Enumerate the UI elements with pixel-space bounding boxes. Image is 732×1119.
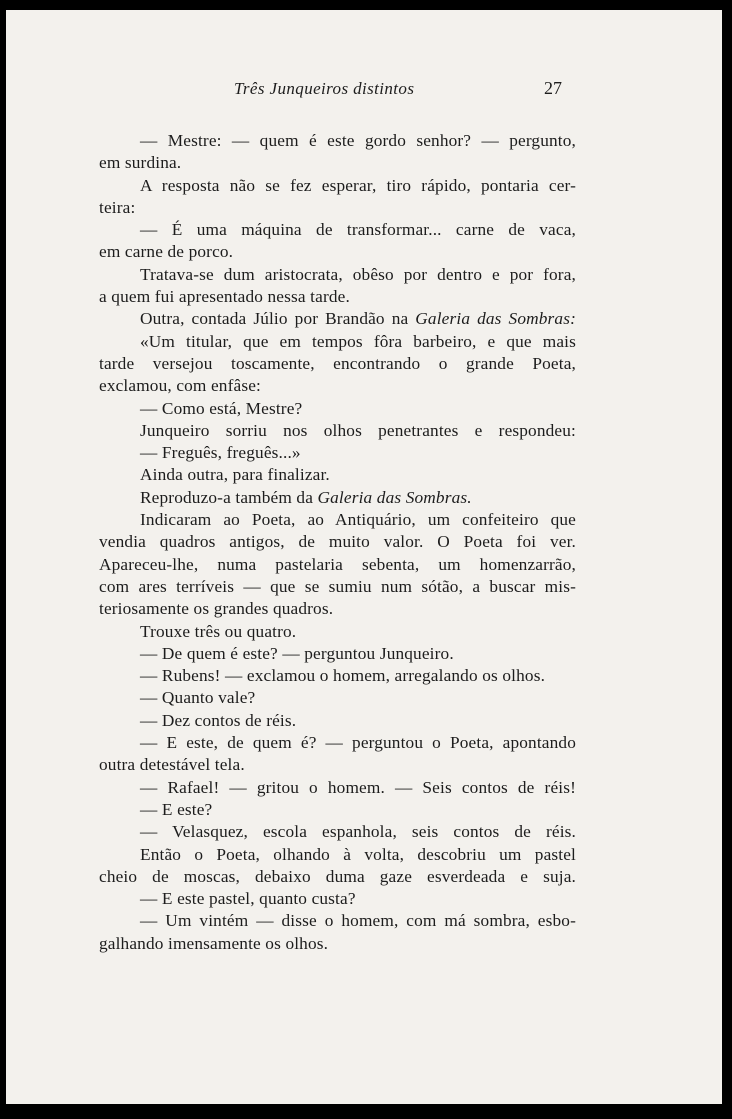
text-line: a quem fui apresentado nessa tarde. xyxy=(99,287,350,307)
text-line: outra detestável tela. xyxy=(99,755,245,775)
text-line: — Velasquez, escola espanhola, seis contos de réis. xyxy=(140,822,576,842)
text-line: com ares terríveis — que se sumiu num sótão, a buscar mis- xyxy=(99,576,576,596)
text-line: Indicaram ao Poeta, ao Antiquário, um confeiteiro que xyxy=(140,510,576,530)
text-line: — Quanto vale? xyxy=(140,688,256,708)
running-title: Três Junqueiros distintos xyxy=(234,79,415,98)
text-line: galhando imensamente os olhos. xyxy=(99,933,329,953)
text-line: cheio de moscas, debaixo duma gaze esverdeada e suja. xyxy=(99,866,576,886)
text-line: — E este, de quem é? — perguntou o Poeta, apontando xyxy=(140,733,576,753)
text-line: tarde versejou toscamente, encontrando o grande Poeta, xyxy=(99,353,576,373)
text-line: «Um titular, que em tempos fôra barbeiro, e que mais xyxy=(140,331,576,351)
text-fragment: Reproduzo-a também da xyxy=(140,487,314,507)
text-line: Então o Poeta, olhando à volta, descobriu um pastel xyxy=(140,844,576,864)
text-line: — De quem é este? — perguntou Junqueiro. xyxy=(140,643,454,663)
text-line: A resposta não se fez esperar, tiro rápido, pontaria cer- xyxy=(140,175,576,195)
book-title-galeria: Galeria das Sombras: xyxy=(415,309,576,329)
text-line: Junqueiro sorriu nos olhos penetrantes e respondeu: xyxy=(140,420,576,440)
text-line: exclamou, com enfâse: xyxy=(99,376,261,396)
text-line: — É uma máquina de transformar... carne de vaca, xyxy=(140,220,576,240)
text-line: vendia quadros antigos, de muito valor. O Poeta foi ver. xyxy=(99,532,576,552)
text-line: Ainda outra, para finalizar. xyxy=(140,465,330,485)
body-text xyxy=(99,130,576,955)
running-head xyxy=(6,79,722,103)
text-line: — Como está, Mestre? xyxy=(140,398,303,418)
text-line: — Mestre: — quem é este gordo senhor? — pergunto, xyxy=(140,131,576,150)
text-line: — E este? xyxy=(140,799,213,819)
text-line: Trouxe três ou quatro. xyxy=(140,621,297,641)
text-line xyxy=(99,308,576,330)
page-number: 27 xyxy=(544,78,562,98)
text-line xyxy=(99,487,576,509)
text-line: — E este pastel, quanto custa? xyxy=(140,889,356,909)
text-line: — Freguês, freguês...» xyxy=(140,443,301,463)
text-line: — Dez contos de réis. xyxy=(140,710,297,730)
book-title-galeria: Galeria das Sombras. xyxy=(317,487,472,507)
text-line: — Rafael! — gritou o homem. — Seis contos de réis! xyxy=(140,777,576,797)
text-line: teriosamente os grandes quadros. xyxy=(99,599,334,619)
text-line: — Um vintém — disse o homem, com má sombra, esbo- xyxy=(140,911,576,931)
text-fragment: Outra, contada Júlio por Brandão na xyxy=(140,309,409,329)
book-page xyxy=(6,10,722,1104)
text-line: em carne de porco. xyxy=(99,242,234,262)
text-line: Apareceu-lhe, numa pastelaria sebenta, um homenzarrão, xyxy=(99,554,576,574)
text-line: teira: xyxy=(99,197,136,217)
text-line: — Rubens! — exclamou o homem, arregalando os olhos. xyxy=(140,666,546,686)
text-line: em surdina. xyxy=(99,153,182,173)
text-line: Tratava-se dum aristocrata, obêso por dentro e por fora, xyxy=(140,264,576,284)
